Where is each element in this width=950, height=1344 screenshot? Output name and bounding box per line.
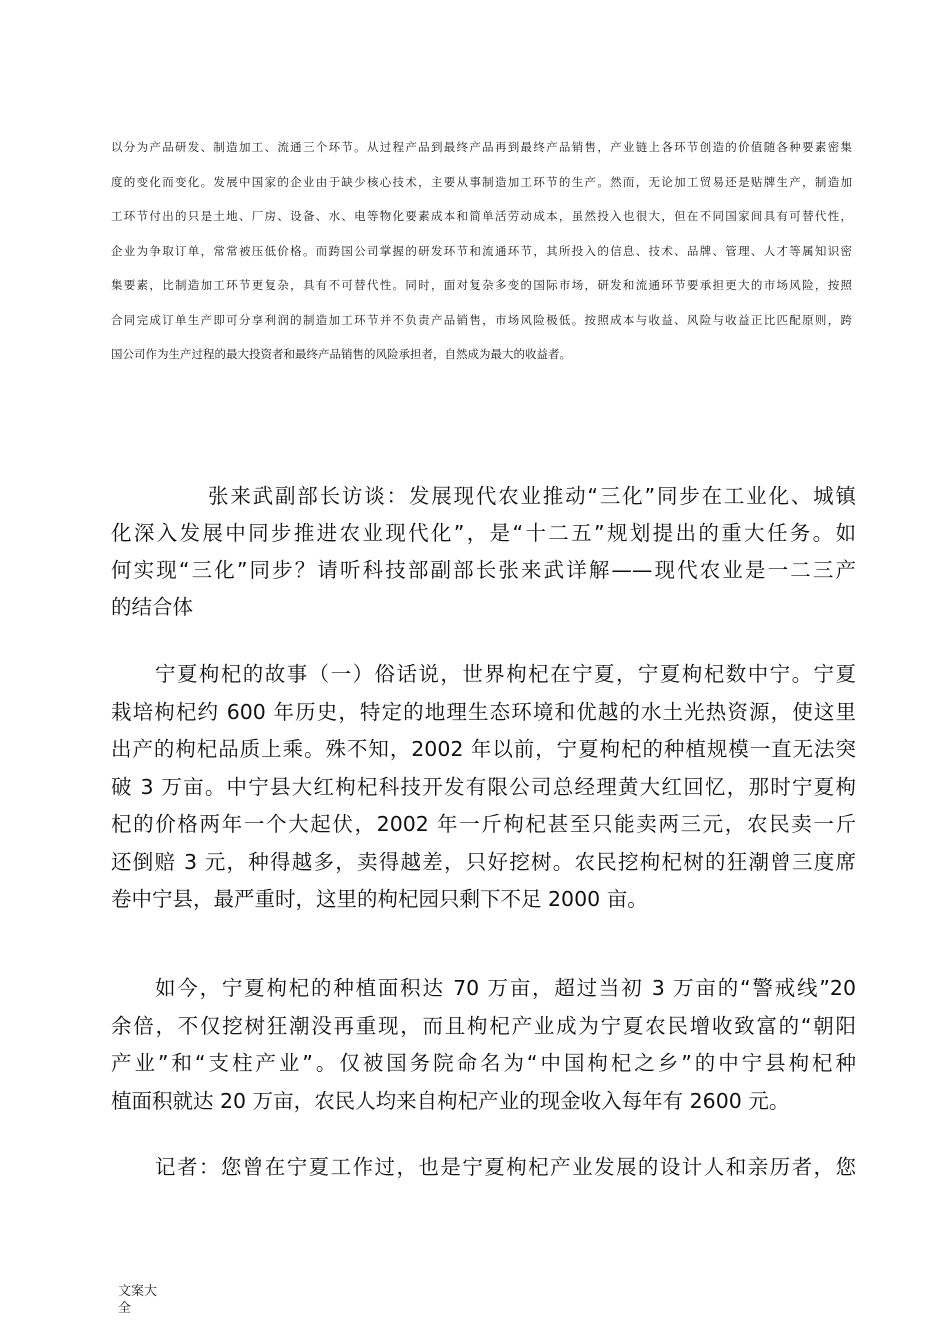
title-line: 何实现“三化”同步？请听科技部副部长张来武详解——现代农业是一二三产 xyxy=(111,558,856,582)
text-line: 企业为争取订单，常常被压低价格。而跨国公司掌握的研发环节和流通环节，其所投入的信息、技术、品牌、管理、人才等属知识密 xyxy=(111,243,852,258)
paragraph-line: 产业”和“支柱产业”。仅被国务院命名为“中国枸杞之乡”的中宁县枸杞种 xyxy=(111,1051,856,1075)
paragraph-line: 记者：您曾在宁夏工作过，也是宁夏枸杞产业发展的设计人和亲历者，您 xyxy=(155,1155,856,1179)
text-line: 集要素，比制造加工环节更复杂，具有不可替代性。同时，面对复杂多变的国际市场，研发和流通环节要承担更大的市场风险，按照 xyxy=(111,278,852,292)
paragraph-line: 栽培枸杞约 600 年历史，特定的地理生态环境和优越的水土光热资源，使这里 xyxy=(111,699,856,724)
paragraph-line: 卷中宁县，最严重时，这里的枸杞园只剩下不足 2000 亩。 xyxy=(111,887,648,911)
text-line: 合同完成订单生产即可分享利润的制造加工环节并不负责产品销售，市场风险极低。按照成本与收益、风险与收益正比匹配原则，跨 xyxy=(111,312,852,327)
small-text-paragraph xyxy=(111,130,852,372)
footer-text: 全 xyxy=(118,1301,132,1316)
paragraph-line: 余倍，不仅挖树狂潮没再重现，而且枸杞产业成为宁夏农民增收致富的“朝阳 xyxy=(111,1013,856,1038)
paragraph-line: 还倒赔 3 元，种得越多，卖得越差，只好挖树。农民挖枸杞树的狂潮曾三度席 xyxy=(111,849,856,874)
text-line: 工环节付出的只是土地、厂房、设备、水、电等物化要素成本和简单活劳动成本，虽然投入也很大，但在不同国家间具有可替代性， xyxy=(111,209,852,223)
paragraph-line: 如今，宁夏枸杞的种植面积达 70 万亩，超过当初 3 万亩的“警戒线”20 xyxy=(155,976,856,1000)
footer-text: 文案大 xyxy=(118,1284,158,1299)
title-line: 张来武副部长访谈：发展现代农业推动“三化”同步在工业化、城镇 xyxy=(208,484,856,508)
paragraph-line: 破 3 万亩。中宁县大红枸杞科技开发有限公司总经理黄大红回忆，那时宁夏枸 xyxy=(111,774,856,799)
paragraph-line: 宁夏枸杞的故事（一）俗话说，世界枸杞在宁夏，宁夏枸杞数中宁。宁夏 xyxy=(155,662,856,686)
paragraph-line: 出产的枸杞品质上乘。殊不知，2002 年以前，宁夏枸杞的种植规模一直无法突 xyxy=(111,737,856,761)
body-paragraph xyxy=(111,1149,856,1187)
text-line: 以分为产品研发、制造加工、流通三个环节。从过程产品到最终产品再到最终产品销售，产业链上各环节创造的价值随各种要素密集 xyxy=(111,140,852,154)
title-line: 的结合体 xyxy=(111,595,193,619)
body-paragraph xyxy=(111,656,856,919)
text-line: 国公司作为生产过程的最大投资者和最终产品销售的风险承担者，自然成为最大的收益者。 xyxy=(111,347,571,361)
article-title xyxy=(111,478,856,626)
title-line: 化深入发展中同步推进农业现代化”，是“十二五”规划提出的重大任务。如 xyxy=(111,521,856,545)
page-footer xyxy=(118,1283,178,1317)
text-line: 度的变化而变化。发展中国家的企业由于缺少核心技术，主要从事制造加工环节的生产。然而，无论加工贸易还是贴牌生产，制造加 xyxy=(111,174,852,189)
paragraph-line: 杞的价格两年一个大起伏，2002 年一斤枸杞甚至只能卖两三元，农民卖一斤 xyxy=(111,812,856,836)
paragraph-line: 植面积就达 20 万亩，农民人均来自枸杞产业的现金收入每年有 2600 元。 xyxy=(111,1088,790,1113)
body-paragraph xyxy=(111,970,856,1120)
